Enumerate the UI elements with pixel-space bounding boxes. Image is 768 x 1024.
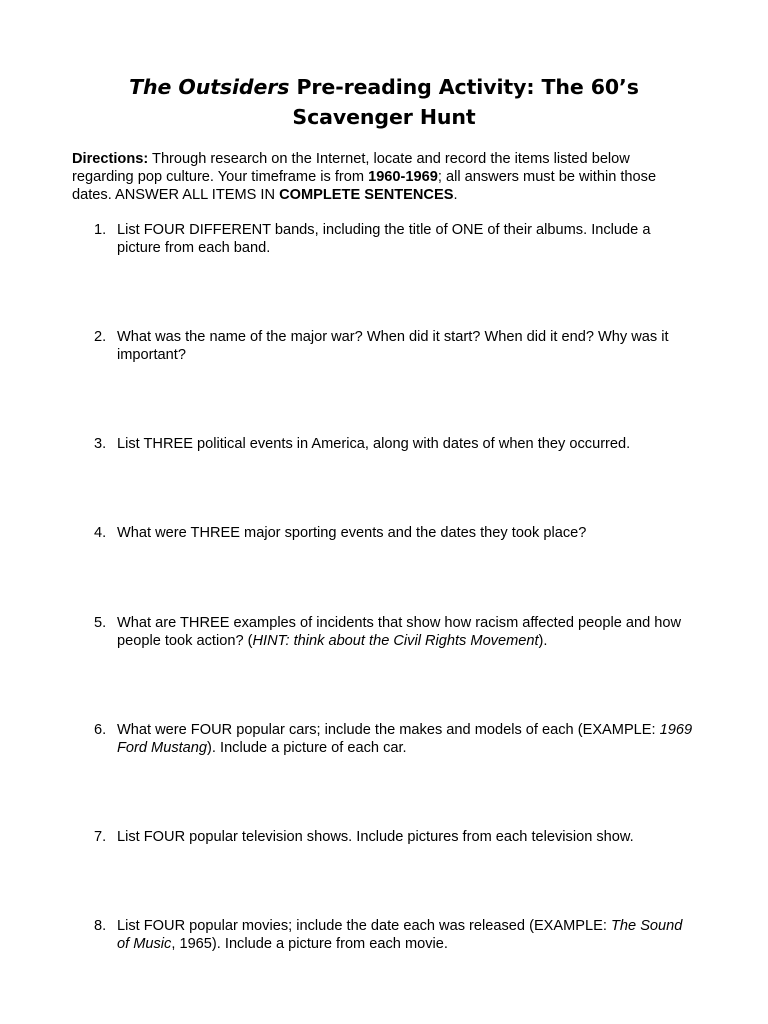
item-text-part: ). Include a picture of each car. [207, 740, 407, 756]
item-text [117, 614, 697, 650]
directions-paragraph [72, 150, 692, 204]
directions-text-1: Through research on the Internet, locate and record the items listed below regarding pop culture. Your timeframe is from [72, 151, 630, 185]
directions-years: 1960-1969 [368, 169, 438, 185]
item-number: 1. [94, 222, 107, 238]
item-hint: HINT: think about the Civil Rights Movement [252, 633, 539, 649]
item-text-part: ). [538, 633, 548, 649]
item-text: List FOUR popular television shows. Include pictures from each television show. [117, 829, 634, 845]
item-text: What was the name of the major war? When did it start? When did it end? Why was it important? [117, 329, 669, 363]
item-number: 7. [94, 829, 107, 845]
item-text: What were THREE major sporting events and the dates they took place? [117, 525, 587, 541]
item-number: 2. [94, 329, 107, 345]
item-number: 8. [94, 918, 107, 934]
title-book-name: The Outsiders [129, 75, 290, 99]
directions-end: . [453, 187, 458, 203]
directions-emphasis: COMPLETE SENTENCES [279, 187, 454, 203]
item-number: 3. [94, 436, 107, 452]
item-number: 5. [94, 615, 107, 631]
item-text [117, 721, 697, 757]
item-text-part: What are THREE examples of incidents that show how racism affected people and how people took action? ( [117, 615, 682, 649]
page-title [90, 72, 678, 132]
item-text-part: List FOUR popular movies; include the date each was released (EXAMPLE: [117, 918, 611, 934]
item-text [117, 917, 697, 953]
title-rest: Pre-reading Activity: The 60’s Scavenger Hunt [289, 75, 639, 129]
item-example: 1969 Ford Mustang [117, 722, 693, 756]
directions-label: Directions: [72, 151, 149, 167]
directions-text-2: ; all answers must be within those dates. ANSWER ALL ITEMS IN [72, 169, 657, 203]
item-number: 4. [94, 525, 107, 541]
item-text: List FOUR DIFFERENT bands, including the title of ONE of their albums. Include a picture from each band. [117, 222, 651, 256]
item-example: The Sound of Music [117, 918, 683, 952]
item-number: 6. [94, 722, 107, 738]
item-text-part: What were FOUR popular cars; include the makes and models of each (EXAMPLE: [117, 722, 660, 738]
item-text: List THREE political events in America, along with dates of when they occurred. [117, 436, 631, 452]
item-text-part: , 1965). Include a picture from each movie. [171, 936, 448, 952]
